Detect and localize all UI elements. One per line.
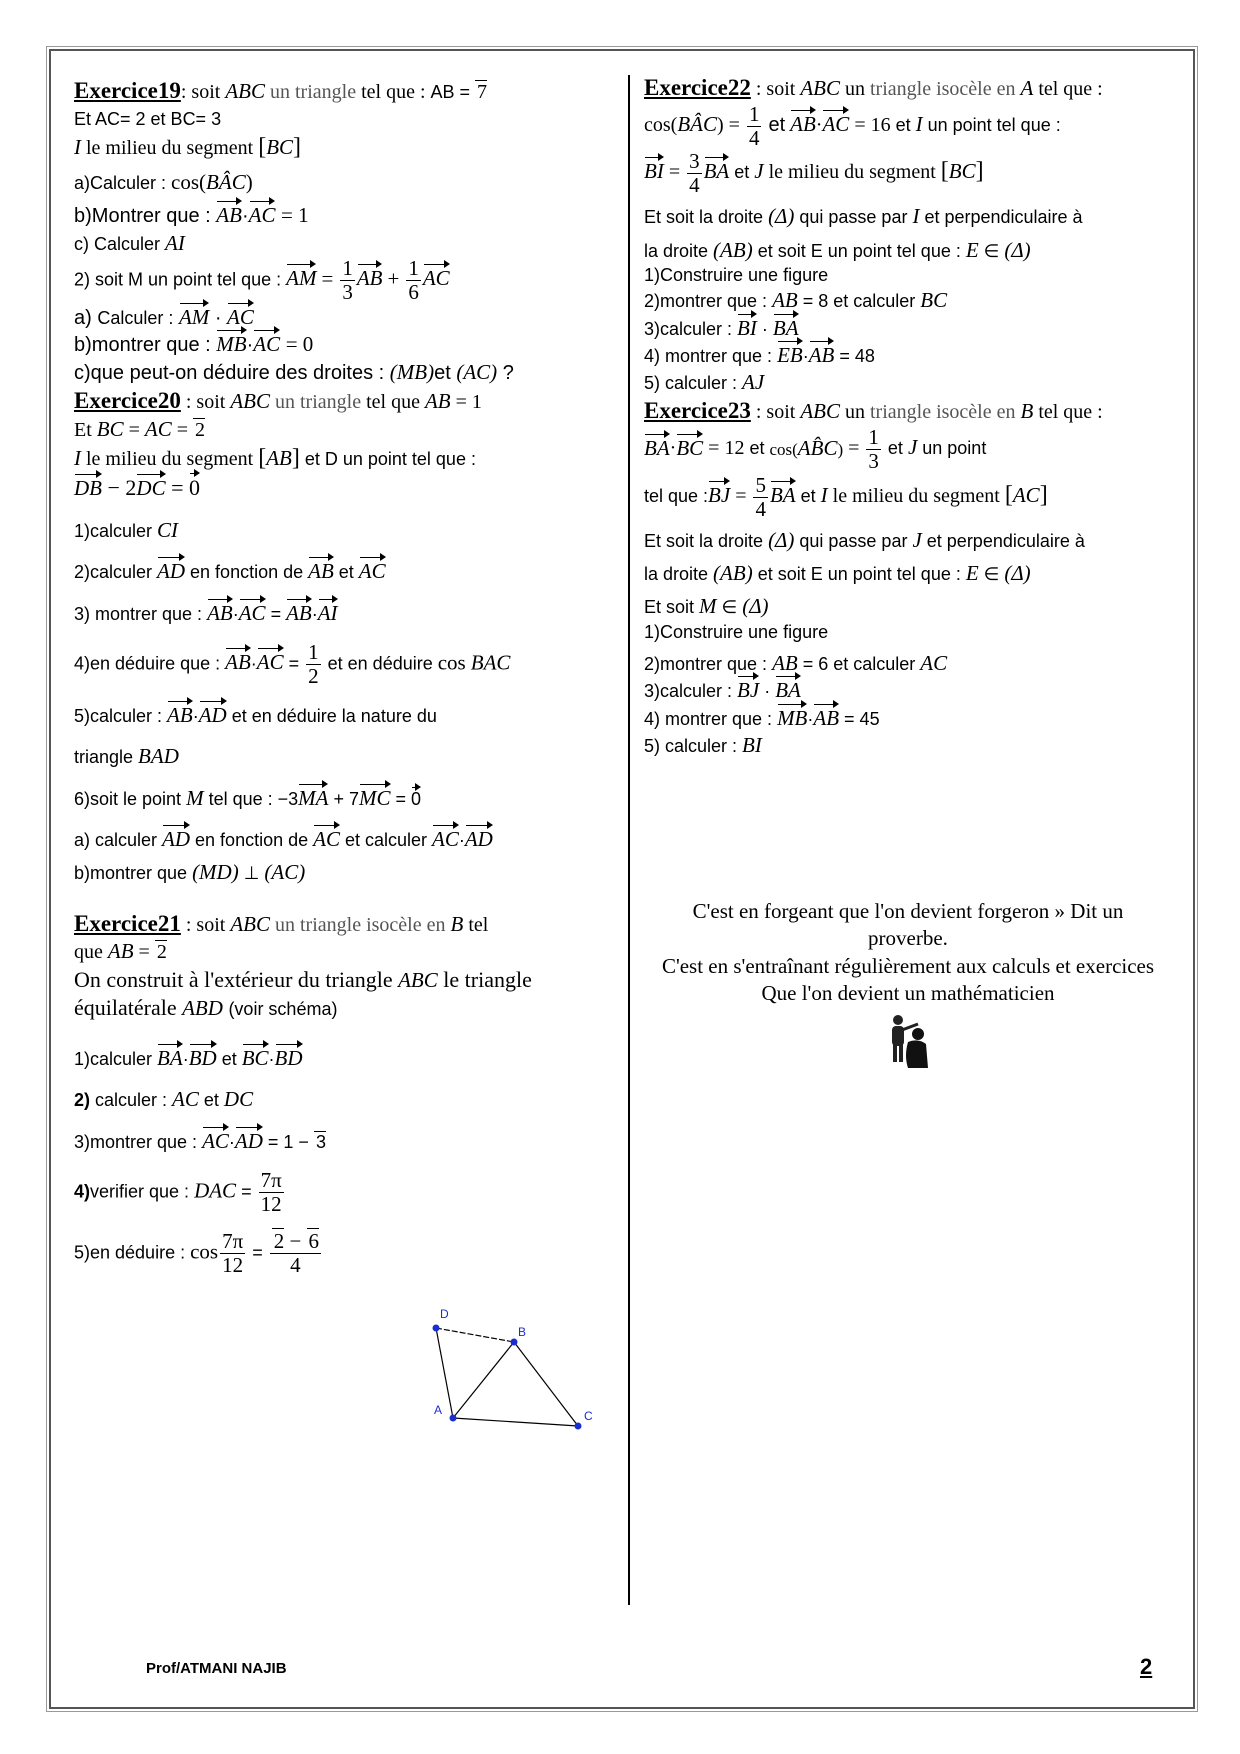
fig-label-d: D (440, 1307, 449, 1321)
ex23-q5: 5) calculer : BI (644, 732, 762, 757)
ex23-line1: Exercice23 : soit ABC un triangle isocèle en B tel que : (644, 398, 1103, 424)
ex21-q3: 3)montrer que : AC·AD = 1 − 3 (74, 1128, 624, 1155)
ex19-q2a: a) Calculer : AM · AC (74, 304, 624, 331)
ex22-q4: 4) montrer que : EB·AB = 48 (644, 342, 1184, 369)
ex20-line4: DB − 2DC = 0 (74, 474, 624, 503)
ex21-title: Exercice21 (74, 910, 181, 936)
ex19-line2: Et AC= 2 et BC= 3 (74, 108, 222, 129)
ex22-line4: Et soit la droite (Δ) qui passe par I et perpendiculaire à (644, 204, 1083, 229)
ex19-line3: I le milieu du segment [BC] (74, 133, 302, 160)
quote-line-1: C'est en forgeant que l'on devient forgeron » Dit un (692, 899, 1124, 923)
ex21-q5: 5)en déduire : cos $\frac{7\pi}{12}$ = $\frac{2 - 6}{4}$ (74, 1229, 320, 1278)
right-column (644, 73, 1184, 759)
ex21-q2: 2) calculer : AC et DC (74, 1087, 254, 1112)
ex20-q3: 3) montrer que : AB·AC = AB·AI (74, 600, 624, 627)
ex21-q1: 1)calculer BA·BD et BC·BD (74, 1045, 624, 1072)
ex20-line1: Exercice20 : soit ABC un triangle tel que AB = 1 (74, 388, 482, 414)
exercise-21 (74, 909, 624, 1278)
ex23-line2: BA·BC = 12 et cos(AB̂C) = $\frac{1}{3}$ et J un point (644, 425, 987, 474)
ex22-q1: 1)Construire une figure (644, 264, 829, 285)
ex20-title: Exercice20 (74, 388, 181, 414)
ex23-q2: 2)montrer que : AB = 6 et calculer AC (644, 650, 948, 675)
ex22-line5: la droite (AB) et soit E un point tel que : E ∈ (Δ) (644, 237, 1031, 262)
exercise-22 (644, 73, 1184, 396)
ex23-line5: la droite (AB) et soit E un point tel que : E ∈ (Δ) (644, 561, 1031, 585)
ex20-q6a: a) calculer AD en fonction de AC et calculer AC·AD (74, 826, 624, 853)
ex20-q1: 1)calculer CI (74, 518, 179, 543)
ex20-q2: 2)calculer AD en fonction de AB et AC (74, 558, 624, 585)
ex23-line4: Et soit la droite (Δ) qui passe par J et perpendiculaire à (644, 527, 1085, 552)
ex20-q6: 6)soit le point M tel que : −3MA + 7MC = 0 (74, 785, 624, 812)
footer-author: Prof/ATMANI NAJIB (146, 1660, 287, 1677)
fig-label-a: A (434, 1403, 443, 1417)
ex19-title: Exercice19 (74, 78, 181, 103)
ex23-q4: 4) montrer que : MB·AB = 45 (644, 705, 1184, 732)
ex22-title: Exercice22 (644, 75, 751, 100)
ex23-line6: Et soit M ∈ (Δ) (644, 594, 769, 619)
ex21-q4: 4)verifier que : DAC = $\frac{7\pi}{12}$ (74, 1167, 282, 1216)
ex23-line3: tel que :BJ = $\frac{5}{4}$ BA et I le milieu du segment [AC] (644, 472, 1048, 521)
exercise-23 (644, 396, 1184, 759)
ex22-line3: BI = $\frac{3}{4}$ BA et J le milieu du segment [BC] (644, 149, 984, 198)
ex20-line3: I le milieu du segment [AB] et D un point tel que : (74, 445, 476, 472)
ex19-line1: Exercice19: soit ABC un triangle tel que : AB = 7 (74, 78, 488, 103)
exercise-19 (74, 76, 624, 386)
ex20-line2: Et BC = AC = 2 (74, 416, 206, 441)
ex21-line1: Exercice21 : soit ABC un triangle isocèle en B tel (74, 910, 489, 936)
ex21-figure (418, 1300, 608, 1430)
ex22-q3: 3)calculer : BI · BA (644, 315, 1184, 342)
ex19-q2: 2) soit M un point tel que : AM = $\frac{1}{3}$ AB + $\frac{1}{6}$ AC (74, 255, 450, 305)
quote-line-3: C'est en s'entraînant régulièrement aux calculs et exercices (661, 953, 1155, 978)
ex19-qb: b)Montrer que : AB·AC = 1 (74, 202, 624, 229)
teacher-child-pictogram (878, 1012, 936, 1070)
ex20-q5: 5)calculer : AB·AD et en déduire la nature du (74, 702, 624, 729)
quote-line-4: Que l'on devient un mathématicien (761, 980, 1055, 1005)
fig-label-b: B (518, 1325, 527, 1339)
proverb-quote (628, 898, 1188, 1007)
ex21-line4: équilatérale ABD (voir schéma) (74, 995, 338, 1021)
fig-label-c: C (584, 1409, 593, 1423)
page-number: 2 (1140, 1654, 1153, 1679)
ex23-title: Exercice23 (644, 398, 751, 424)
ex20-q6b: b)montrer que (MD) ⊥ (AC) (74, 860, 306, 885)
ex19-qa: a)Calculer : cos(BÂC) (74, 170, 253, 195)
ex22-line2: cos(BÂC) = $\frac{1}{4}$ et AB·AC = 16 et I un point tel que : (644, 101, 1061, 150)
ex19-qc: c) Calculer AI (74, 230, 185, 255)
ex22-line1: Exercice22 : soit ABC un triangle isocèle en A tel que : (644, 75, 1103, 100)
ex19-q2c: c)que peut-on déduire des droites : (MB)et (AC) ? (74, 359, 514, 384)
ex22-q5: 5) calculer : AJ (644, 370, 765, 395)
column-divider (628, 75, 630, 1605)
ex19-q2b: b)montrer que : MB·AC = 0 (74, 331, 624, 358)
quote-line-2: proverbe. (868, 926, 948, 951)
exercise-20 (74, 386, 624, 887)
ex21-line2: que AB = 2 (74, 939, 167, 964)
ex20-q4: 4)en déduire que : AB·AC = $\frac{1}{2}$ et en déduire cos BAC (74, 639, 511, 688)
ex23-q1: 1)Construire une figure (644, 621, 829, 642)
left-column (74, 76, 624, 1277)
ex20-q5b: triangle BAD (74, 744, 179, 769)
ex22-q2: 2)montrer que : AB = 8 et calculer BC (644, 288, 948, 313)
ex23-q3: 3)calculer : BJ · BA (644, 677, 1184, 704)
ex21-line3: On construit à l'extérieur du triangle ABC le triangle (74, 966, 532, 992)
